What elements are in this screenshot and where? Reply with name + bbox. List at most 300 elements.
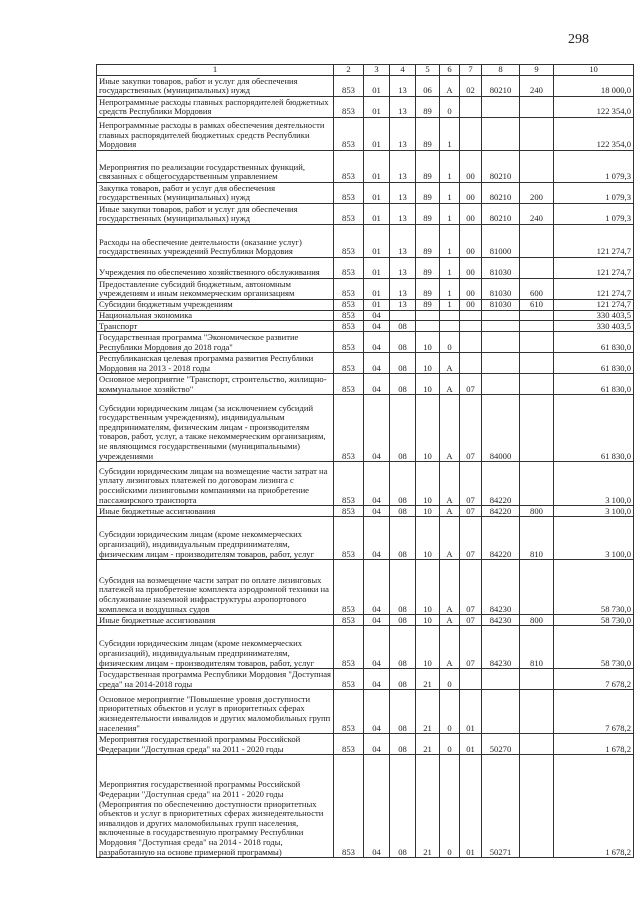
expense-type-cell bbox=[520, 118, 554, 151]
section-cell: 01 bbox=[364, 258, 390, 279]
subprogram-cell: А bbox=[440, 76, 460, 97]
amount-cell: 121 274,7 bbox=[554, 300, 634, 311]
page-number: 298 bbox=[568, 32, 589, 47]
subprogram-cell: 0 bbox=[440, 669, 460, 690]
expense-type-cell bbox=[520, 353, 554, 374]
amount-cell: 3 100,0 bbox=[554, 462, 634, 506]
program-cell: 10 bbox=[416, 353, 440, 374]
section-cell: 04 bbox=[364, 615, 390, 626]
subsection-cell: 08 bbox=[390, 690, 416, 734]
amount-cell: 61 830,0 bbox=[554, 332, 634, 353]
direction-cell bbox=[482, 353, 520, 374]
expense-type-cell: 600 bbox=[520, 279, 554, 300]
subprogram-cell: 0 bbox=[440, 97, 460, 118]
amount-cell: 3 100,0 bbox=[554, 517, 634, 560]
ministry-code-cell: 853 bbox=[334, 669, 364, 690]
section-cell: 01 bbox=[364, 300, 390, 311]
direction-cell: 50270 bbox=[482, 734, 520, 755]
program-cell: 89 bbox=[416, 300, 440, 311]
table-row bbox=[97, 462, 634, 506]
subsection-cell: 08 bbox=[390, 734, 416, 755]
program-cell: 89 bbox=[416, 97, 440, 118]
ministry-code-cell: 853 bbox=[334, 374, 364, 395]
program-cell: 89 bbox=[416, 118, 440, 151]
item-name-cell: Основное мероприятие "Транспорт, строительство, жилищно-коммунальное хозяйство" bbox=[97, 374, 334, 395]
subsection-cell: 08 bbox=[390, 626, 416, 669]
amount-cell: 121 274,7 bbox=[554, 258, 634, 279]
subsection-cell: 08 bbox=[390, 615, 416, 626]
direction-cell bbox=[482, 690, 520, 734]
header-cell: 9 bbox=[520, 65, 554, 76]
expense-type-cell bbox=[520, 321, 554, 332]
table-row bbox=[97, 332, 634, 353]
table-row bbox=[97, 321, 634, 332]
subprogram-cell: 1 bbox=[440, 258, 460, 279]
event-cell: 00 bbox=[460, 225, 482, 258]
event-cell: 00 bbox=[460, 258, 482, 279]
event-cell bbox=[460, 353, 482, 374]
subprogram-cell: А bbox=[440, 462, 460, 506]
subsection-cell: 08 bbox=[390, 321, 416, 332]
item-name-cell: Мероприятия государственной программы Российской Федерации "Доступная среда" на 2011 - 2020 годы bbox=[97, 734, 334, 755]
ministry-code-cell: 853 bbox=[334, 734, 364, 755]
program-cell: 10 bbox=[416, 506, 440, 517]
section-cell: 04 bbox=[364, 321, 390, 332]
table-row bbox=[97, 225, 634, 258]
item-name-cell: Закупка товаров, работ и услуг для обеспечения государственных (муниципальных) нужд bbox=[97, 183, 334, 204]
section-cell: 01 bbox=[364, 76, 390, 97]
subprogram-cell: 0 bbox=[440, 734, 460, 755]
direction-cell: 81030 bbox=[482, 279, 520, 300]
ministry-code-cell: 853 bbox=[334, 76, 364, 97]
event-cell: 07 bbox=[460, 517, 482, 560]
event-cell bbox=[460, 669, 482, 690]
direction-cell: 84230 bbox=[482, 560, 520, 615]
ministry-code-cell: 853 bbox=[334, 183, 364, 204]
expense-type-cell bbox=[520, 310, 554, 321]
expense-type-cell bbox=[520, 669, 554, 690]
table-row bbox=[97, 279, 634, 300]
program-cell: 10 bbox=[416, 395, 440, 462]
subsection-cell: 08 bbox=[390, 755, 416, 858]
subsection-cell: 08 bbox=[390, 506, 416, 517]
section-cell: 04 bbox=[364, 374, 390, 395]
subprogram-cell bbox=[440, 310, 460, 321]
ministry-code-cell: 853 bbox=[334, 310, 364, 321]
expense-type-cell bbox=[520, 560, 554, 615]
subsection-cell: 08 bbox=[390, 462, 416, 506]
direction-cell: 80210 bbox=[482, 183, 520, 204]
budget-table bbox=[96, 64, 634, 858]
event-cell: 07 bbox=[460, 395, 482, 462]
program-cell: 10 bbox=[416, 517, 440, 560]
event-cell: 01 bbox=[460, 734, 482, 755]
subprogram-cell: 1 bbox=[440, 300, 460, 311]
section-cell: 04 bbox=[364, 332, 390, 353]
ministry-code-cell: 853 bbox=[334, 300, 364, 311]
event-cell bbox=[460, 310, 482, 321]
direction-cell: 81030 bbox=[482, 300, 520, 311]
subsection-cell: 13 bbox=[390, 183, 416, 204]
ministry-code-cell: 853 bbox=[334, 97, 364, 118]
direction-cell: 84220 bbox=[482, 517, 520, 560]
event-cell: 02 bbox=[460, 76, 482, 97]
direction-cell: 84220 bbox=[482, 462, 520, 506]
table-row bbox=[97, 669, 634, 690]
expense-type-cell: 240 bbox=[520, 204, 554, 225]
amount-cell: 121 274,7 bbox=[554, 225, 634, 258]
subsection-cell: 08 bbox=[390, 517, 416, 560]
subsection-cell: 08 bbox=[390, 374, 416, 395]
item-name-cell: Непрограммные расходы в рамках обеспечения деятельности главных распорядителей бюджетных средств Республики Мордовия bbox=[97, 118, 334, 151]
header-cell: 4 bbox=[390, 65, 416, 76]
table-row bbox=[97, 151, 634, 183]
table-row bbox=[97, 560, 634, 615]
expense-type-cell bbox=[520, 151, 554, 183]
subprogram-cell: 1 bbox=[440, 183, 460, 204]
event-cell: 07 bbox=[460, 626, 482, 669]
table-row bbox=[97, 310, 634, 321]
direction-cell: 80210 bbox=[482, 204, 520, 225]
header-cell: 6 bbox=[440, 65, 460, 76]
table-row bbox=[97, 506, 634, 517]
subprogram-cell: А bbox=[440, 395, 460, 462]
amount-cell: 58 730,0 bbox=[554, 626, 634, 669]
subsection-cell: 08 bbox=[390, 395, 416, 462]
subprogram-cell: 0 bbox=[440, 755, 460, 858]
amount-cell: 121 274,7 bbox=[554, 279, 634, 300]
item-name-cell: Мероприятия по реализации государственных функций, связанных с общегосударственным управлением bbox=[97, 151, 334, 183]
direction-cell: 81030 bbox=[482, 258, 520, 279]
subsection-cell: 08 bbox=[390, 332, 416, 353]
ministry-code-cell: 853 bbox=[334, 626, 364, 669]
ministry-code-cell: 853 bbox=[334, 506, 364, 517]
direction-cell: 80210 bbox=[482, 151, 520, 183]
amount-cell: 61 830,0 bbox=[554, 374, 634, 395]
amount-cell: 1 678,2 bbox=[554, 734, 634, 755]
amount-cell: 330 403,5 bbox=[554, 321, 634, 332]
ministry-code-cell: 853 bbox=[334, 321, 364, 332]
direction-cell: 84230 bbox=[482, 615, 520, 626]
item-name-cell: Непрограммные расходы главных распорядителей бюджетных средств Республики Мордовия bbox=[97, 97, 334, 118]
amount-cell: 18 000,0 bbox=[554, 76, 634, 97]
expense-type-cell bbox=[520, 395, 554, 462]
program-cell: 89 bbox=[416, 258, 440, 279]
ministry-code-cell: 853 bbox=[334, 560, 364, 615]
subprogram-cell: А bbox=[440, 374, 460, 395]
item-name-cell: Иные бюджетные ассигнования bbox=[97, 615, 334, 626]
subprogram-cell bbox=[440, 321, 460, 332]
item-name-cell: Иные закупки товаров, работ и услуг для обеспечения государственных (муниципальных) нужд bbox=[97, 204, 334, 225]
program-cell bbox=[416, 310, 440, 321]
subsection-cell: 08 bbox=[390, 669, 416, 690]
section-cell: 04 bbox=[364, 560, 390, 615]
event-cell bbox=[460, 118, 482, 151]
subprogram-cell: 1 bbox=[440, 118, 460, 151]
table-row bbox=[97, 204, 634, 225]
program-cell: 21 bbox=[416, 734, 440, 755]
subsection-cell: 13 bbox=[390, 76, 416, 97]
item-name-cell: Субсидии юридическим лицам на возмещение части затрат на уплату лизинговых платежей по договорам лизинга с российскими лизинговыми компаниями на приобретение пассажирского транспорта bbox=[97, 462, 334, 506]
subprogram-cell: А bbox=[440, 615, 460, 626]
amount-cell: 58 730,0 bbox=[554, 615, 634, 626]
program-cell: 10 bbox=[416, 626, 440, 669]
event-cell: 07 bbox=[460, 462, 482, 506]
subsection-cell: 13 bbox=[390, 300, 416, 311]
subsection-cell: 13 bbox=[390, 97, 416, 118]
expense-type-cell bbox=[520, 462, 554, 506]
table-row bbox=[97, 517, 634, 560]
event-cell: 07 bbox=[460, 374, 482, 395]
subsection-cell: 13 bbox=[390, 151, 416, 183]
subsection-cell: 13 bbox=[390, 258, 416, 279]
table-row bbox=[97, 118, 634, 151]
expense-type-cell bbox=[520, 225, 554, 258]
section-cell: 04 bbox=[364, 395, 390, 462]
event-cell: 07 bbox=[460, 560, 482, 615]
subprogram-cell: А bbox=[440, 353, 460, 374]
subprogram-cell: 1 bbox=[440, 204, 460, 225]
subprogram-cell: 1 bbox=[440, 279, 460, 300]
table-row bbox=[97, 183, 634, 204]
subsection-cell: 13 bbox=[390, 225, 416, 258]
section-cell: 01 bbox=[364, 279, 390, 300]
table-row bbox=[97, 690, 634, 734]
header-cell: 3 bbox=[364, 65, 390, 76]
section-cell: 04 bbox=[364, 669, 390, 690]
event-cell: 07 bbox=[460, 506, 482, 517]
table-body bbox=[97, 65, 634, 858]
section-cell: 01 bbox=[364, 118, 390, 151]
program-cell: 06 bbox=[416, 76, 440, 97]
header-row bbox=[97, 65, 634, 76]
table-row bbox=[97, 626, 634, 669]
amount-cell: 3 100,0 bbox=[554, 506, 634, 517]
amount-cell: 61 830,0 bbox=[554, 353, 634, 374]
program-cell: 21 bbox=[416, 690, 440, 734]
subsection-cell: 08 bbox=[390, 560, 416, 615]
item-name-cell: Субсидии юридическим лицам (кроме некоммерческих организаций), индивидуальным предпринимателям, физическим лицам - производителям товаров, работ, услуг bbox=[97, 517, 334, 560]
direction-cell bbox=[482, 374, 520, 395]
section-cell: 04 bbox=[364, 517, 390, 560]
expense-type-cell: 610 bbox=[520, 300, 554, 311]
ministry-code-cell: 853 bbox=[334, 690, 364, 734]
table-row bbox=[97, 755, 634, 858]
subsection-cell: 08 bbox=[390, 353, 416, 374]
section-cell: 01 bbox=[364, 151, 390, 183]
direction-cell: 84220 bbox=[482, 506, 520, 517]
section-cell: 04 bbox=[364, 755, 390, 858]
table-row bbox=[97, 353, 634, 374]
ministry-code-cell: 853 bbox=[334, 395, 364, 462]
ministry-code-cell: 853 bbox=[334, 118, 364, 151]
table-row bbox=[97, 374, 634, 395]
header-cell: 10 bbox=[554, 65, 634, 76]
amount-cell: 1 079,3 bbox=[554, 204, 634, 225]
amount-cell: 58 730,0 bbox=[554, 560, 634, 615]
table-row bbox=[97, 76, 634, 97]
direction-cell bbox=[482, 321, 520, 332]
program-cell: 10 bbox=[416, 560, 440, 615]
item-name-cell: Иные закупки товаров, работ и услуг для обеспечения государственных (муниципальных) нужд bbox=[97, 76, 334, 97]
table-row bbox=[97, 615, 634, 626]
event-cell bbox=[460, 321, 482, 332]
event-cell bbox=[460, 332, 482, 353]
direction-cell: 84230 bbox=[482, 626, 520, 669]
amount-cell: 7 678,2 bbox=[554, 669, 634, 690]
subsection-cell: 13 bbox=[390, 118, 416, 151]
item-name-cell: Расходы на обеспечение деятельности (оказание услуг) государственных учреждений Республики Мордовия bbox=[97, 225, 334, 258]
ministry-code-cell: 853 bbox=[334, 615, 364, 626]
amount-cell: 61 830,0 bbox=[554, 395, 634, 462]
ministry-code-cell: 853 bbox=[334, 151, 364, 183]
event-cell: 07 bbox=[460, 615, 482, 626]
event-cell: 01 bbox=[460, 690, 482, 734]
section-cell: 04 bbox=[364, 353, 390, 374]
table-row bbox=[97, 97, 634, 118]
ministry-code-cell: 853 bbox=[334, 462, 364, 506]
direction-cell bbox=[482, 669, 520, 690]
section-cell: 01 bbox=[364, 183, 390, 204]
amount-cell: 122 354,0 bbox=[554, 97, 634, 118]
amount-cell: 1 678,2 bbox=[554, 755, 634, 858]
event-cell bbox=[460, 97, 482, 118]
amount-cell: 122 354,0 bbox=[554, 118, 634, 151]
program-cell: 89 bbox=[416, 183, 440, 204]
ministry-code-cell: 853 bbox=[334, 517, 364, 560]
program-cell: 21 bbox=[416, 755, 440, 858]
program-cell: 10 bbox=[416, 374, 440, 395]
item-name-cell: Национальная экономика bbox=[97, 310, 334, 321]
subprogram-cell: 1 bbox=[440, 151, 460, 183]
expense-type-cell bbox=[520, 332, 554, 353]
section-cell: 04 bbox=[364, 310, 390, 321]
item-name-cell: Предоставление субсидий бюджетным, автономным учреждениям и иным некоммерческим организациям bbox=[97, 279, 334, 300]
expense-type-cell: 800 bbox=[520, 615, 554, 626]
item-name-cell: Основное мероприятие "Повышение уровня доступности приоритетных объектов и услуг в приоритетных сферах жизнедеятельности инвалидов и других маломобильных групп населения" bbox=[97, 690, 334, 734]
program-cell: 89 bbox=[416, 279, 440, 300]
expense-type-cell bbox=[520, 690, 554, 734]
subsection-cell: 13 bbox=[390, 204, 416, 225]
program-cell: 89 bbox=[416, 204, 440, 225]
section-cell: 01 bbox=[364, 97, 390, 118]
section-cell: 04 bbox=[364, 734, 390, 755]
program-cell: 21 bbox=[416, 669, 440, 690]
event-cell: 00 bbox=[460, 183, 482, 204]
header-cell: 5 bbox=[416, 65, 440, 76]
direction-cell: 50271 bbox=[482, 755, 520, 858]
direction-cell: 84000 bbox=[482, 395, 520, 462]
item-name-cell: Государственная программа Республики Мордовия "Доступная среда" на 2014-2018 годы bbox=[97, 669, 334, 690]
expense-type-cell: 810 bbox=[520, 517, 554, 560]
expense-type-cell bbox=[520, 97, 554, 118]
amount-cell: 1 079,3 bbox=[554, 183, 634, 204]
program-cell: 10 bbox=[416, 332, 440, 353]
direction-cell bbox=[482, 332, 520, 353]
subprogram-cell: 1 bbox=[440, 225, 460, 258]
program-cell: 89 bbox=[416, 151, 440, 183]
event-cell: 00 bbox=[460, 204, 482, 225]
ministry-code-cell: 853 bbox=[334, 332, 364, 353]
table-row bbox=[97, 734, 634, 755]
header-cell: 1 bbox=[97, 65, 334, 76]
program-cell: 89 bbox=[416, 225, 440, 258]
table-row bbox=[97, 300, 634, 311]
program-cell: 10 bbox=[416, 615, 440, 626]
direction-cell bbox=[482, 310, 520, 321]
header-cell: 2 bbox=[334, 65, 364, 76]
program-cell: 10 bbox=[416, 462, 440, 506]
section-cell: 01 bbox=[364, 204, 390, 225]
item-name-cell: Субсидии бюджетным учреждениям bbox=[97, 300, 334, 311]
expense-type-cell: 200 bbox=[520, 183, 554, 204]
expense-type-cell: 800 bbox=[520, 506, 554, 517]
expense-type-cell bbox=[520, 734, 554, 755]
section-cell: 04 bbox=[364, 462, 390, 506]
ministry-code-cell: 853 bbox=[334, 279, 364, 300]
item-name-cell: Субсидии юридическим лицам (кроме некоммерческих организаций), индивидуальным предпринимателям, физическим лицам - производителям товаров, работ, услуг bbox=[97, 626, 334, 669]
ministry-code-cell: 853 bbox=[334, 755, 364, 858]
subprogram-cell: А bbox=[440, 506, 460, 517]
table-row bbox=[97, 395, 634, 462]
subsection-cell bbox=[390, 310, 416, 321]
item-name-cell: Мероприятия государственной программы Российской Федерации "Доступная среда" на 2011 - 2020 годы (Мероприятия по обеспечению доступности приоритетных объектов и услуг в приоритетных сферах жизнедеятельности инвалидов и других маломобильных групп населения, включенные в государственную программу Республики Мордовия "Доступная среда" на 2014 - 2018 годы, разработанную на основе примерной программы) bbox=[97, 755, 334, 858]
subprogram-cell: А bbox=[440, 517, 460, 560]
subprogram-cell: 0 bbox=[440, 332, 460, 353]
event-cell: 00 bbox=[460, 279, 482, 300]
subprogram-cell: А bbox=[440, 560, 460, 615]
event-cell: 00 bbox=[460, 151, 482, 183]
direction-cell: 80210 bbox=[482, 76, 520, 97]
ministry-code-cell: 853 bbox=[334, 204, 364, 225]
subsection-cell: 13 bbox=[390, 279, 416, 300]
header-cell: 8 bbox=[482, 65, 520, 76]
expense-type-cell: 810 bbox=[520, 626, 554, 669]
item-name-cell: Государственная программа "Экономическое развитие Республики Мордовия до 2018 года" bbox=[97, 332, 334, 353]
table-row bbox=[97, 258, 634, 279]
item-name-cell: Республиканская целевая программа развития Республики Мордовия на 2013 - 2018 годы bbox=[97, 353, 334, 374]
ministry-code-cell: 853 bbox=[334, 225, 364, 258]
section-cell: 01 bbox=[364, 225, 390, 258]
event-cell: 01 bbox=[460, 755, 482, 858]
amount-cell: 330 403,5 bbox=[554, 310, 634, 321]
expense-type-cell bbox=[520, 374, 554, 395]
section-cell: 04 bbox=[364, 690, 390, 734]
item-name-cell: Иные бюджетные ассигнования bbox=[97, 506, 334, 517]
subprogram-cell: 0 bbox=[440, 690, 460, 734]
direction-cell bbox=[482, 97, 520, 118]
expense-type-cell bbox=[520, 755, 554, 858]
item-name-cell: Учреждения по обеспечению хозяйственного обслуживания bbox=[97, 258, 334, 279]
amount-cell: 7 678,2 bbox=[554, 690, 634, 734]
item-name-cell: Субсидии юридическим лицам (за исключением субсидий государственным учреждениям), индивидуальным предпринимателям, физическим лицам - производителям товаров, работ, услуг, а также некоммерческим организациям, не являющимся государственными (муниципальными) учреждениями bbox=[97, 395, 334, 462]
expense-type-cell bbox=[520, 258, 554, 279]
direction-cell: 81000 bbox=[482, 225, 520, 258]
header-cell: 7 bbox=[460, 65, 482, 76]
direction-cell bbox=[482, 118, 520, 151]
amount-cell: 1 079,3 bbox=[554, 151, 634, 183]
ministry-code-cell: 853 bbox=[334, 353, 364, 374]
section-cell: 04 bbox=[364, 506, 390, 517]
event-cell: 00 bbox=[460, 300, 482, 311]
ministry-code-cell: 853 bbox=[334, 258, 364, 279]
item-name-cell: Субсидия на возмещение части затрат по оплате лизинговых платежей на приобретение комплекта аэродромной техники на обслуживание наземной инфраструктуры аэропортового комплекса и воздушных судов bbox=[97, 560, 334, 615]
item-name-cell: Транспорт bbox=[97, 321, 334, 332]
subprogram-cell: А bbox=[440, 626, 460, 669]
section-cell: 04 bbox=[364, 626, 390, 669]
expense-type-cell: 240 bbox=[520, 76, 554, 97]
program-cell bbox=[416, 321, 440, 332]
